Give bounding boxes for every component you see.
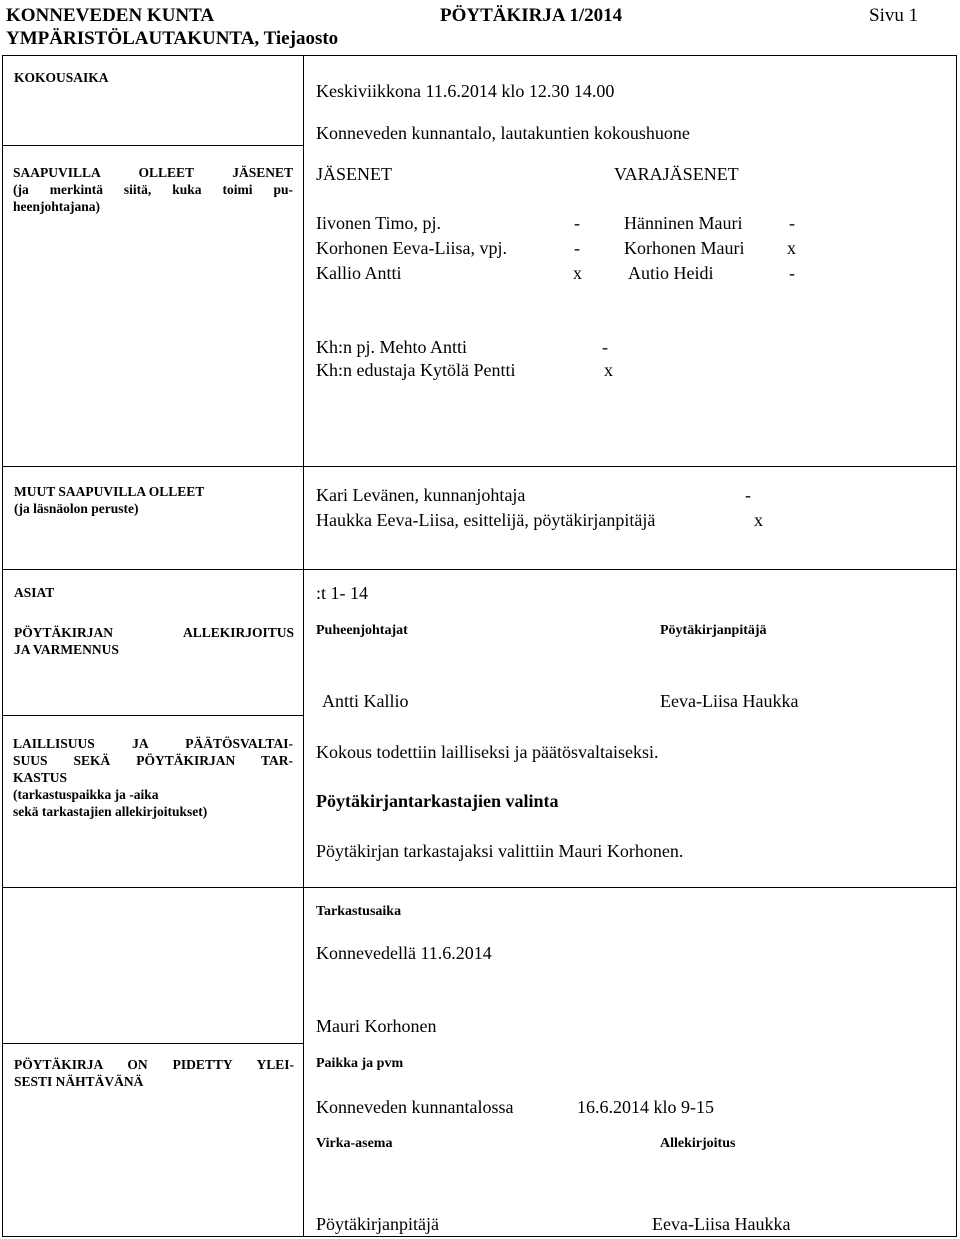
- inspectors-heading: Pöytäkirjantarkastajien valinta: [316, 791, 559, 811]
- signature-value: Eeva-Liisa Haukka: [652, 1214, 791, 1234]
- deputy-name: Autio Heidi: [628, 263, 714, 283]
- signature-label: PÖYTÄKIRJAN ALLEKIRJOITUS: [14, 625, 294, 640]
- legality-label: [13, 735, 293, 820]
- legality-label-line: KASTUS: [13, 770, 68, 785]
- board-attendance-mark: x: [604, 360, 613, 380]
- inspector-name: Mauri Korhonen: [316, 1016, 437, 1036]
- secretary-label: Pöytäkirjanpitäjä: [660, 623, 767, 638]
- column-divider: [303, 55, 304, 1237]
- inspector-selection: Pöytäkirjan tarkastajaksi valittiin Mauri Korhonen.: [316, 841, 684, 861]
- public-display-label: PÖYTÄKIRJA ON PIDETTY YLEI-: [14, 1057, 294, 1072]
- signature-field-label: Allekirjoitus: [660, 1136, 736, 1151]
- legality-label-line: SUUS SEKÄ PÖYTÄKIRJAN TAR-: [13, 753, 293, 768]
- others-label: MUUT SAAPUVILLA OLLEET: [14, 484, 205, 499]
- organization-name: KONNEVEDEN KUNTA: [6, 5, 215, 26]
- legality-statement: Kokous todettiin lailliseksi ja päätösvaltaiseksi.: [316, 742, 659, 762]
- display-date: 16.6.2014 klo 9-15: [577, 1097, 714, 1117]
- legality-label-line: sekä tarkastajien allekirjoitukset): [13, 804, 208, 819]
- document-title: PÖYTÄKIRJA 1/2014: [440, 5, 623, 26]
- deputy-attendance-mark: x: [787, 238, 796, 258]
- members-label-line: heenjohtajana): [13, 199, 100, 214]
- others-label-note: (ja läsnäolon peruste): [14, 501, 139, 516]
- board-representative: Kh:n pj. Mehto Antti: [316, 337, 468, 357]
- member-name: Kallio Antti: [316, 263, 402, 283]
- members-label-line: SAAPUVILLA OLLEET JÄSENET: [13, 165, 293, 180]
- other-attendance-mark: x: [754, 510, 763, 530]
- page-number: Sivu 1: [869, 5, 919, 26]
- section-divider: [2, 569, 957, 570]
- public-display-label-line: SESTI NÄHTÄVÄNÄ: [14, 1074, 144, 1089]
- section-divider: [2, 145, 304, 146]
- inspection-time-value: Konnevedellä 11.6.2014: [316, 943, 492, 963]
- position-label: Virka-asema: [316, 1136, 393, 1151]
- legality-label-line: LAILLISUUS JA PÄÄTÖSVALTAI-: [13, 736, 293, 751]
- member-attendance-mark: x: [573, 263, 582, 283]
- section-divider: [2, 1043, 304, 1044]
- other-attendee: Haukka Eeva-Liisa, esittelijä, pöytäkirjanpitäjä: [316, 510, 656, 530]
- deputies-column-header: VARAJÄSENET: [614, 164, 739, 184]
- deputy-name: Hänninen Mauri: [624, 213, 743, 233]
- meeting-time: Keskiviikkona 11.6.2014 klo 12.30 14.00: [316, 81, 615, 101]
- meeting-time-label: KOKOUSAIKA: [14, 70, 109, 85]
- other-attendance-mark: -: [745, 485, 751, 505]
- other-attendee: Kari Levänen, kunnanjohtaja: [316, 485, 526, 505]
- position-value: Pöytäkirjanpitäjä: [316, 1214, 439, 1234]
- board-representative: Kh:n edustaja Kytölä Pentti: [316, 360, 516, 380]
- member-attendance-mark: -: [574, 238, 580, 258]
- inspection-time-label: Tarkastusaika: [316, 904, 402, 919]
- legality-label-line: (tarkastuspaikka ja -aika: [13, 787, 159, 802]
- matters-range: :t 1- 14: [316, 583, 368, 603]
- deputy-attendance-mark: -: [789, 263, 795, 283]
- board-attendance-mark: -: [602, 337, 608, 357]
- section-divider: [2, 887, 957, 888]
- deputy-attendance-mark: -: [789, 213, 795, 233]
- section-divider: [2, 466, 957, 467]
- chair-label: Puheenjohtajat: [316, 623, 408, 638]
- member-name: Korhonen Eeva-Liisa, vpj.: [316, 238, 507, 258]
- deputy-name: Korhonen Mauri: [624, 238, 745, 258]
- section-divider: [2, 715, 304, 716]
- matters-label: ASIAT: [14, 585, 55, 600]
- secretary-name: Eeva-Liisa Haukka: [660, 691, 799, 711]
- chair-name: Antti Kallio: [322, 691, 409, 711]
- signature-label-line: JA VARMENNUS: [14, 642, 119, 657]
- committee-name: YMPÄRISTÖLAUTAKUNTA, Tiejaosto: [6, 28, 339, 49]
- members-column-header: JÄSENET: [316, 164, 392, 184]
- meeting-place: Konneveden kunnantalo, lautakuntien kokoushuone: [316, 123, 690, 143]
- members-label: [13, 164, 293, 215]
- member-name: Iivonen Timo, pj.: [316, 213, 442, 233]
- member-attendance-mark: -: [574, 213, 580, 233]
- place-date-label: Paikka ja pvm: [316, 1056, 404, 1071]
- display-place: Konneveden kunnantalossa: [316, 1097, 514, 1117]
- members-label-line: (ja merkintä siitä, kuka toimi pu-: [13, 182, 293, 197]
